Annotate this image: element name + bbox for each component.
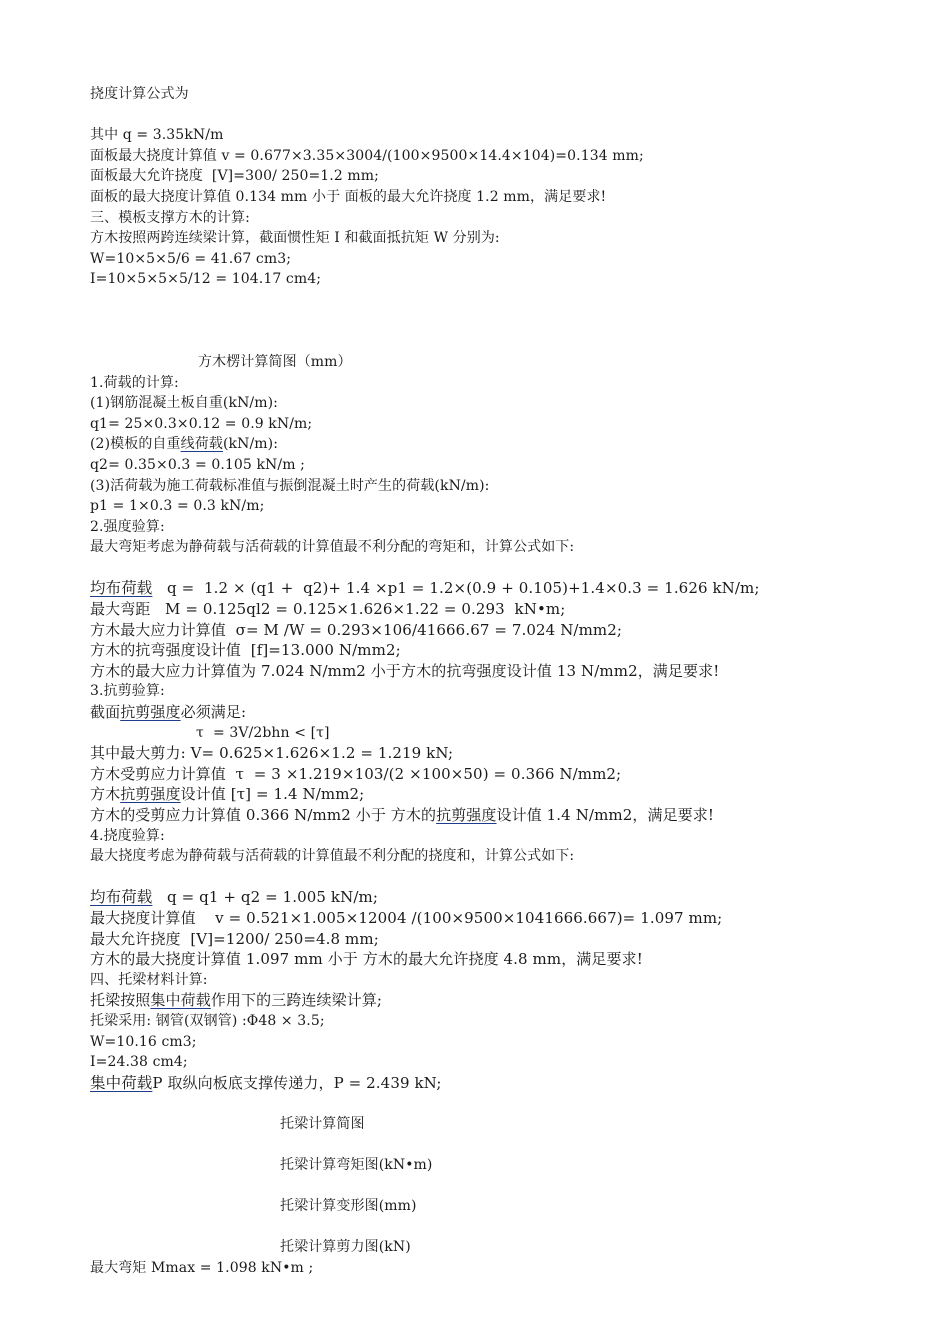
- hyperlink-concentrated-load[interactable]: 集中荷载: [90, 1073, 153, 1092]
- section-heading: 三、模板支撑方木的计算:: [90, 209, 250, 226]
- hyperlink-shear-strength[interactable]: 抗剪强度: [436, 806, 497, 824]
- text-line: 面板最大挠度计算值 v = 0.677×3.35×3004/(100×9500×14.4×104)=0.134 mm;: [90, 147, 644, 164]
- blank-line: [90, 1217, 930, 1238]
- blank-line: [90, 1093, 930, 1114]
- text-line: 3.抗剪验算:: [90, 683, 165, 700]
- text-line: 1.荷载的计算:: [90, 374, 179, 391]
- hyperlink-shear-strength[interactable]: 抗剪强度: [120, 785, 181, 804]
- blank-line: [90, 558, 930, 579]
- section-heading: 四、托梁材料计算:: [90, 971, 208, 988]
- text-line: [90, 990, 930, 1011]
- text-line: (1)钢筋混凝土板自重(kN/m):: [90, 395, 278, 412]
- hyperlink-uniform-load[interactable]: 均布荷载: [90, 579, 153, 598]
- figure-caption: 托梁计算变形图(mm): [280, 1198, 417, 1215]
- text-line: 托梁采用: 钢管(双钢管) :Φ48 × 3.5;: [90, 1012, 325, 1029]
- text-line: (3)活荷载为施工荷载标准值与振倒混凝土时产生的荷载(kN/m):: [90, 477, 490, 494]
- text-line: [90, 434, 930, 455]
- text-line: 方木按照两跨连续梁计算，截面惯性矩 I 和截面抵抗矩 W 分别为:: [90, 230, 500, 247]
- text-line: 其中最大剪力: V= 0.625×1.626×1.2 = 1.219 kN;: [90, 744, 454, 763]
- text-line: [90, 887, 930, 908]
- text-span: 必须满足:: [180, 703, 247, 722]
- text-line: 最大挠度计算值 v = 0.521×1.005×12004 /(100×9500×1041666.667)= 1.097 mm;: [90, 908, 723, 927]
- text-span: 设计值 [τ] = 1.4 N/mm2;: [180, 785, 365, 804]
- document-body: [90, 84, 930, 1279]
- text-line: p1 = 1×0.3 = 0.3 kN/m;: [90, 498, 265, 515]
- text-span: 托梁按照: [90, 991, 151, 1010]
- text-line: 最大弯距 M = 0.125ql2 = 0.125×1.626×1.22 = 0.293 kN•m;: [90, 600, 566, 619]
- text-line: [90, 1073, 930, 1094]
- text-span: (2)模板的自重: [90, 436, 181, 453]
- text-line: [90, 805, 930, 826]
- formula-line: τ = 3V/2bhn < [τ]: [196, 724, 330, 741]
- blank-line: [90, 105, 930, 126]
- text-line: I=10×5×5×5/12 = 104.17 cm4;: [90, 271, 322, 288]
- text-line: W=10×5×5/6 = 41.67 cm3;: [90, 250, 292, 267]
- text-span: 作用下的三跨连续梁计算;: [210, 991, 383, 1010]
- text-line: [90, 578, 930, 599]
- hyperlink-line-load[interactable]: 线荷载: [180, 436, 223, 453]
- hyperlink-concentrated-load[interactable]: 集中荷载: [150, 991, 211, 1010]
- text-line: 方木的抗弯强度设计值 [f]=13.000 N/mm2;: [90, 641, 401, 660]
- hyperlink-uniform-load[interactable]: 均布荷载: [90, 888, 153, 907]
- text-line: 2.强度验算:: [90, 518, 165, 535]
- text-line: I=24.38 cm4;: [90, 1054, 188, 1071]
- text-line: 4.挠度验算:: [90, 827, 165, 844]
- text-line: 挠度计算公式为: [90, 86, 189, 102]
- text-span: 方木的受剪应力计算值 0.366 N/mm2 小于 方木的: [90, 806, 437, 824]
- figure-caption: 托梁计算简图: [280, 1115, 365, 1132]
- text-line: 面板最大允许挠度 [V]=300/ 250=1.2 mm;: [90, 168, 379, 185]
- text-line: 方木受剪应力计算值 τ = 3 ×1.219×103/(2 ×100×50) = 0.366 N/mm2;: [90, 764, 622, 783]
- text-line: q1= 25×0.3×0.12 = 0.9 kN/m;: [90, 415, 313, 432]
- text-line: 最大允许挠度 [V]=1200/ 250=4.8 mm;: [90, 929, 379, 948]
- text-line: q2= 0.35×0.3 = 0.105 kN/m ;: [90, 456, 305, 473]
- blank-line: [90, 867, 930, 888]
- text-span: (kN/m):: [222, 436, 279, 453]
- text-span: 设计值 1.4 N/mm2，满足要求!: [496, 806, 714, 824]
- text-span: 截面: [90, 703, 121, 722]
- blank-line: [90, 1176, 930, 1197]
- figure-caption: 托梁计算弯矩图(kN•m): [280, 1157, 433, 1174]
- text-line: 最大弯矩 Mmax = 1.098 kN•m ;: [90, 1260, 314, 1277]
- text-line: 方木最大应力计算值 σ= M /W = 0.293×106/41666.67 = 7.024 N/mm2;: [90, 620, 623, 639]
- text-line: 最大弯矩考虑为静荷载与活荷载的计算值最不利分配的弯矩和，计算公式如下:: [90, 539, 575, 556]
- figure-caption: 方木楞计算简图（mm）: [198, 353, 352, 370]
- text-line: 方木的最大挠度计算值 1.097 mm 小于 方木的最大允许挠度 4.8 mm，满足要求!: [90, 950, 643, 969]
- text-span: P 取纵向板底支撑传递力，P = 2.439 kN;: [152, 1073, 442, 1092]
- text-line: 最大挠度考虑为静荷载与活荷载的计算值最不利分配的挠度和，计算公式如下:: [90, 848, 575, 865]
- text-line: 面板的最大挠度计算值 0.134 mm 小于 面板的最大允许挠度 1.2 mm，满足要求!: [90, 188, 607, 205]
- text-line: 方木的最大应力计算值为 7.024 N/mm2 小于方木的抗弯强度设计值 13 N/mm2，满足要求!: [90, 661, 720, 680]
- text-line: [90, 784, 930, 805]
- text-line: W=10.16 cm3;: [90, 1033, 197, 1050]
- hyperlink-shear-strength[interactable]: 抗剪强度: [120, 703, 181, 722]
- text-line: 其中 q = 3.35kN/m: [90, 127, 224, 144]
- text-span: q = q1 + q2 = 1.005 kN/m;: [152, 888, 378, 907]
- blank-line: [90, 290, 930, 352]
- blank-line: [90, 1135, 930, 1156]
- text-span: 方木: [90, 785, 121, 804]
- text-line: [90, 702, 930, 723]
- figure-caption: 托梁计算剪力图(kN): [280, 1239, 411, 1256]
- text-span: q = 1.2 × (q1 + q2)+ 1.4 ×p1 = 1.2×(0.9 + 0.105)+1.4×0.3 = 1.626 kN/m;: [152, 579, 760, 598]
